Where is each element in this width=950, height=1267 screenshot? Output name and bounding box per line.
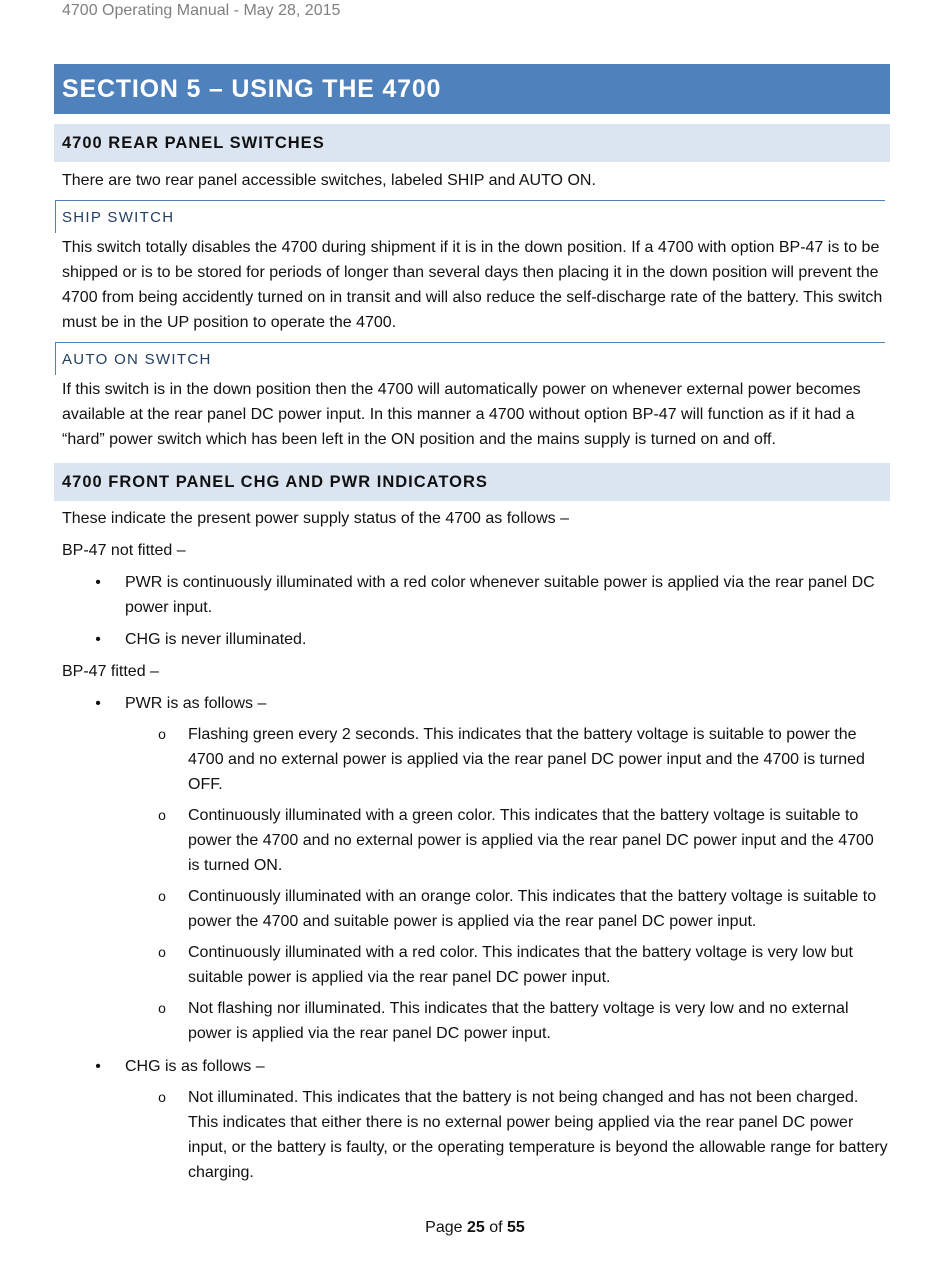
of-word: of [489,1219,503,1236]
heading-auto-on-switch [55,342,885,375]
ship-switch-text: This switch totally disables the 4700 during shipment if it is in the down position. If a 4700 with option BP-47 is to be shipped or is to be stored for periods of longer than several days then placing it in the down position will prevent the 4700 from being accidently turned on in transit and will also reduce the self-discharge rate of the battery. This switch must be in the UP position to operate the 4700. [62,239,883,331]
sub-bullet: o [158,1089,166,1105]
page-number: 25 [466,1219,485,1236]
bullet: • [95,631,101,648]
heading-ship-switch-text: SHIP SWITCH [62,208,175,226]
page-word: Page [425,1219,463,1236]
pwr-item: Not flashing nor illuminated. This indicates that the battery voltage is very low and no external power is applied via the rear panel DC power input. [188,1000,849,1042]
pwr-item: Continuously illuminated with a green color. This indicates that the battery voltage is suitable to power the 4700 and no external power is applied via the rear panel DC power input and the 4700 is turned ON. [188,807,874,874]
section-title: SECTION 5 – USING THE 4700 [62,74,442,103]
auto-on-switch-text: If this switch is in the down position then the 4700 will automatically power on whenever external power becomes available at the rear panel DC power input. In this manner a 4700 without option BP-47 will function as if it had a “hard” power switch which has been left in the ON position and the mains supply is turned on and off. [62,381,861,448]
heading-rear-panel [54,124,890,162]
pwr-item: Continuously illuminated with an orange color. This indicates that the battery voltage is suitable to power the 4700 and suitable power is applied via the rear panel DC power input. [188,888,877,930]
sub-bullet: o [158,807,166,823]
section-banner [54,64,890,114]
rear-panel-intro: There are two rear panel accessible switches, labeled SHIP and AUTO ON. [62,172,596,189]
heading-front-panel [54,463,890,501]
heading-front-panel-text: 4700 FRONT PANEL CHG AND PWR INDICATORS [62,472,488,491]
not-fitted-item: PWR is continuously illuminated with a red color whenever suitable power is applied via the rear panel DC power input. [125,574,875,616]
sub-bullet: o [158,726,166,742]
pwr-label: PWR is as follows – [125,695,267,712]
heading-rear-panel-text: 4700 REAR PANEL SWITCHES [62,133,325,152]
heading-auto-on-switch-text: AUTO ON SWITCH [62,350,212,368]
chg-label: CHG is as follows – [125,1058,265,1075]
pwr-item: Continuously illuminated with a red color. This indicates that the battery voltage is very low but suitable power is applied via the rear panel DC power input. [188,944,853,986]
heading-ship-switch [55,200,885,233]
chg-item: Not illuminated. This indicates that the battery is not being changed and has not been charged. This indicates that either there is no external power being applied via the rear panel DC power input, or the battery is faulty, or the operating temperature is beyond the allowable range for battery charging. [188,1089,888,1181]
bp47-fitted-label: BP-47 fitted – [62,663,159,680]
pwr-item: Flashing green every 2 seconds. This indicates that the battery voltage is suitable to power the 4700 and no external power is applied via the rear panel DC power input and the 4700 is turned OFF. [188,726,865,793]
bullet: • [95,574,101,591]
bp47-not-fitted-label: BP-47 not fitted – [62,542,186,559]
sub-bullet: o [158,888,166,904]
sub-bullet: o [158,944,166,960]
bullet: • [95,1058,101,1075]
total-pages: 55 [507,1219,525,1236]
not-fitted-item: CHG is never illuminated. [125,631,307,648]
running-header: 4700 Operating Manual - May 28, 2015 [62,2,341,19]
bullet: • [95,695,101,712]
page-footer [0,1219,950,1237]
sub-bullet: o [158,1000,166,1016]
front-panel-intro: These indicate the present power supply status of the 4700 as follows – [62,510,569,527]
